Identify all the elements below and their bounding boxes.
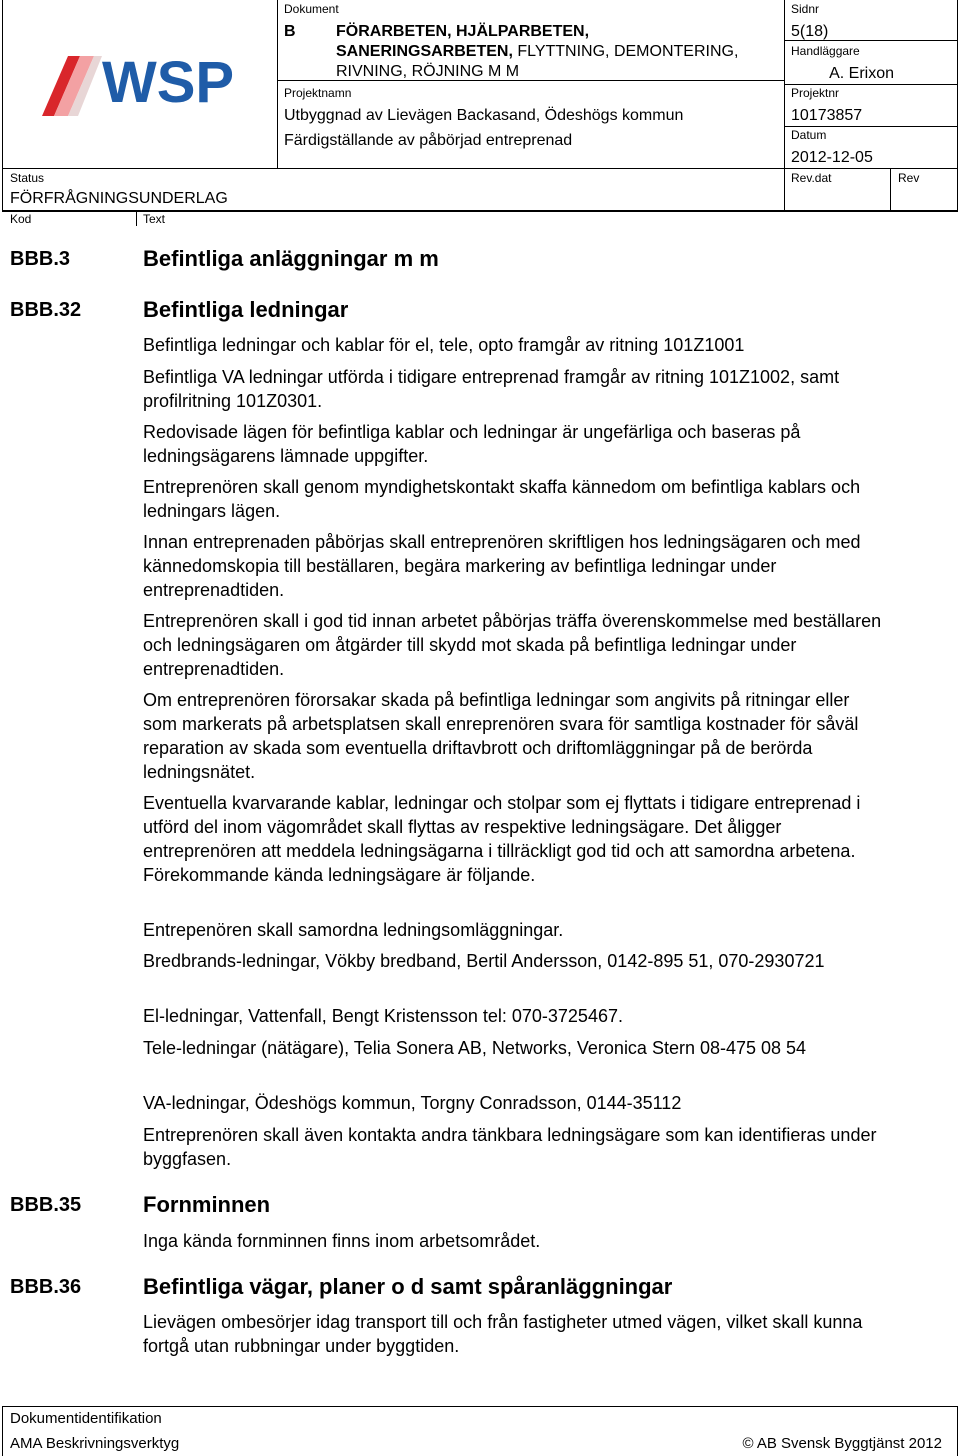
paragraph: Redovisade lägen för befintliga kablar och ledningar är ungefärliga och baseras på ledningsägarens lämnade uppgifter.: [143, 422, 801, 466]
revdat-label: Rev.dat: [791, 171, 832, 185]
section-code-bbb32: BBB.32: [10, 299, 82, 321]
sidnr-label: Sidnr: [791, 2, 820, 16]
paragraph: VA-ledningar, Ödeshögs kommun, Torgny Conradsson, 0144-35112: [143, 1093, 682, 1113]
projektnr-value: 10173857: [791, 107, 863, 124]
paragraph: Om entreprenören förorsakar skada på befintliga ledningar som angivits på ritningar eller som markerats på arbetsplatsen skall enreprenören svara för samtliga kostnader för såväl reparation av skada som eventuella driftavbrott och driftomläggningar på de berörda ledningsnätet.: [143, 690, 859, 782]
sidnr-value: 5(18): [791, 23, 829, 40]
status-value: FÖRFRÅGNINGSUNDERLAG: [10, 190, 228, 207]
section-title-bbb36: Befintliga vägar, planer o d samt spåranläggningar: [143, 1274, 673, 1299]
kod-label: Kod: [10, 212, 32, 226]
wsp-logo: [38, 46, 248, 118]
paragraph: Lievägen ombesörjer idag transport till och från fastigheter utmed vägen, vilket skall kunna fortgå utan rubbningar under byggtiden.: [143, 1312, 863, 1356]
handlaggare-label: Handläggare: [791, 44, 860, 58]
document-label: Dokument: [284, 2, 339, 16]
section-title-bbb3: Befintliga anläggningar m m: [143, 246, 439, 271]
projektnamn-line2: Färdigställande av påbörjad entreprenad: [284, 132, 573, 149]
paragraph: Entreprenören skall i god tid innan arbetet påbörjas träffa överenskommelse med beställaren och ledningsägaren om åtgärder till skydd mot skada på befintliga ledningar under entreprenadtiden.: [143, 611, 882, 679]
datum-value: 2012-12-05: [791, 149, 873, 166]
paragraph: Innan entreprenaden påbörjas skall entreprenören skriftligen hos ledningsägaren och med kännedomskopia till beställaren, begära markering av befintliga ledningar under entreprenadtiden.: [143, 532, 861, 600]
section-title-bbb32: Befintliga ledningar: [143, 297, 349, 322]
logo-text: WSP: [102, 50, 235, 115]
document-code: B: [284, 23, 296, 40]
paragraph: Tele-ledningar (nätägare), Telia Sonera AB, Networks, Veronica Stern 08-475 08 54: [143, 1038, 807, 1058]
copyright: © AB Svensk Byggtjänst 2012: [742, 1435, 942, 1452]
docid-label: Dokumentidentifikation: [10, 1410, 162, 1427]
datum-label: Datum: [791, 128, 827, 142]
paragraph: Entrepenören skall samordna ledningsomläggningar.: [143, 920, 564, 940]
paragraph: Entreprenören skall genom myndighetskontakt skaffa kännedom om befintliga kablars och ledningars lägen.: [143, 477, 861, 521]
document-title: B FÖRARBETEN, HJÄLPARBETEN, SANERINGSARBETEN, FLYTTNING, DEMONTERING, RIVNING, RÖJNING M M: [284, 23, 739, 80]
projektnamn-label: Projektnamn: [284, 86, 352, 100]
section-code-bbb36: BBB.36: [10, 1276, 82, 1298]
paragraph: Befintliga ledningar och kablar för el, tele, opto framgår av ritning 101Z1001: [143, 335, 745, 355]
status-label: Status: [10, 171, 45, 185]
section-code-bbb35: BBB.35: [10, 1194, 82, 1216]
text-label: Text: [143, 212, 166, 226]
paragraph: El-ledningar, Vattenfall, Bengt Kristensson tel: 070-3725467.: [143, 1006, 623, 1026]
section-title-bbb35: Fornminnen: [143, 1192, 271, 1217]
paragraph: Bredbrands-ledningar, Vökby bredband, Bertil Andersson, 0142-895 51, 070-2930721: [143, 951, 825, 971]
rev-label: Rev: [898, 171, 920, 185]
paragraph: Inga kända fornminnen finns inom arbetsområdet.: [143, 1231, 541, 1251]
section-code-bbb3: BBB.3: [10, 248, 71, 270]
paragraph: Eventuella kvarvarande kablar, ledningar och stolpar som ej flyttats i tidigare entreprenad i utförd del inom vägområdet skall flyttas av respektive ledningsägare. Det åligger entreprenören att meddela ledningsägarna i tillräckligt god tid och att samordna arbetena. Förekommande kända ledningsägare är följande.: [143, 793, 861, 885]
tool-name: AMA Beskrivningsverktyg: [10, 1435, 180, 1452]
paragraph: Befintliga VA ledningar utförda i tidigare entreprenad framgår av ritning 101Z1002, samt profilritning 101Z0301.: [143, 367, 840, 411]
paragraph: Entreprenören skall även kontakta andra tänkbara ledningsägare som kan identifieras under byggfasen.: [143, 1125, 877, 1169]
handlaggare-value: A. Erixon: [829, 65, 894, 82]
projektnamn-line1: Utbyggnad av Lievägen Backasand, Ödeshögs kommun: [284, 107, 684, 124]
projektnr-label: Projektnr: [791, 86, 840, 100]
